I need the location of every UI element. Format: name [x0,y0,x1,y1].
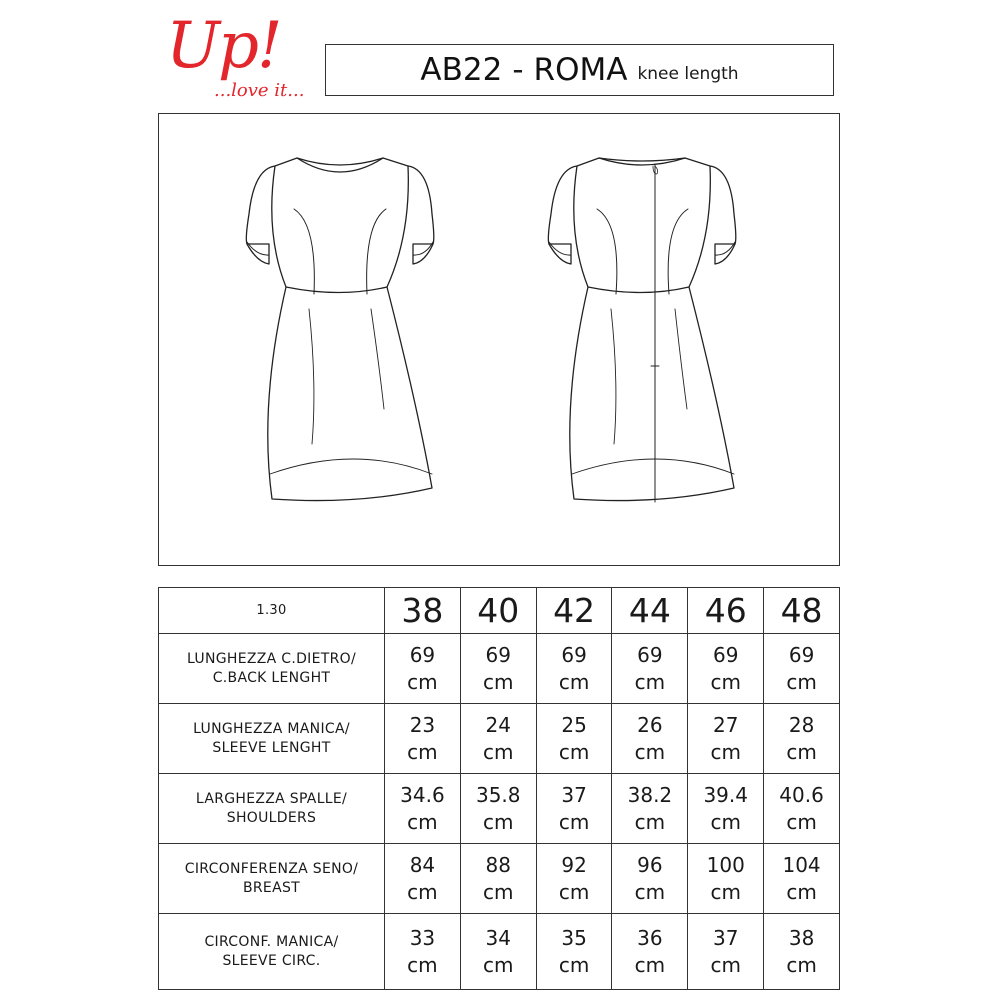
measurement-value: 104 [782,852,821,877]
measurement-label-line: CIRCONF. MANICA/ [204,933,339,950]
measurement-value: 34 [485,925,511,950]
measurement-value: 69 [485,642,511,667]
table-row [159,704,840,774]
measurement-cell [688,634,764,704]
measurement-label [159,844,385,914]
measurement-cell [536,844,612,914]
measurement-unit: cm [710,809,741,834]
measurement-label-line: SLEEVE LENGHT [212,739,331,756]
measurement-cell [536,914,612,990]
measurement-label-line: SHOULDERS [226,809,317,826]
brand-logo-mark: Up! [166,9,281,83]
size-chart-table [158,587,840,990]
measurement-cell [536,634,612,704]
measurement-cell [612,704,688,774]
measurement-unit: cm [558,669,590,694]
size-header-44: 44 [612,588,688,634]
measurement-value: 23 [409,712,436,737]
measurement-value: 35.8 [475,782,521,807]
measurement-unit: cm [710,669,741,694]
measurement-unit: cm [407,952,438,977]
size-chart-corner-label: 1.30 [159,588,385,634]
measurement-value: 39.4 [703,782,748,807]
measurement-cell [688,914,764,990]
measurement-label [159,774,385,844]
measurement-label-line: C.BACK LENGHT [212,669,331,686]
measurement-unit: cm [634,952,666,977]
measurement-unit: cm [710,879,741,904]
measurement-unit: cm [634,739,666,764]
size-header-38: 38 [385,588,461,634]
measurement-value: 37 [561,782,587,807]
brand-logo [160,9,320,104]
measurement-unit: cm [558,879,590,904]
measurement-value: 36 [637,925,663,950]
measurement-value: 92 [561,852,587,877]
measurement-unit: cm [483,739,514,764]
table-row [159,774,840,844]
measurement-label-line: LUNGHEZZA C.DIETRO/ [187,650,356,667]
size-header-row [159,588,840,634]
measurement-value: 27 [713,712,739,737]
measurement-unit: cm [407,669,438,694]
measurement-value: 69 [713,642,739,667]
size-header-40: 40 [460,588,536,634]
table-row [159,844,840,914]
measurement-value: 38 [788,925,815,950]
measurement-value: 100 [706,852,745,877]
measurement-value: 38.2 [627,782,673,807]
measurement-value: 33 [409,925,436,950]
measurement-cell [536,774,612,844]
measurement-unit: cm [407,739,438,764]
measurement-unit: cm [634,809,666,834]
measurement-cell [612,634,688,704]
measurement-unit: cm [558,952,590,977]
measurement-cell [536,704,612,774]
measurement-value: 69 [637,642,663,667]
size-header-48: 48 [764,588,840,634]
title-separator: - [512,52,524,88]
measurement-unit: cm [407,809,438,834]
size-header-46: 46 [688,588,764,634]
measurement-cell [460,844,536,914]
measurement-unit: cm [786,952,817,977]
table-row [159,634,840,704]
measurement-unit: cm [710,739,741,764]
measurement-label-line: BREAST [243,879,300,896]
measurement-cell [460,774,536,844]
measurement-unit: cm [634,669,666,694]
dress-front-view [246,158,433,501]
measurement-unit: cm [786,739,817,764]
measurement-value: 28 [788,712,815,737]
measurement-cell [460,704,536,774]
measurement-label-line: CIRCONFERENZA SENO/ [184,860,359,877]
measurement-cell [688,704,764,774]
measurement-unit: cm [407,879,438,904]
measurement-unit: cm [786,669,817,694]
measurement-cell [385,774,461,844]
measurement-label-line: LARGHEZZA SPALLE/ [195,790,348,807]
measurement-unit: cm [634,879,666,904]
measurement-label [159,914,385,990]
product-code: AB22 [420,52,503,88]
measurement-value: 40.6 [779,782,824,807]
measurement-cell [460,634,536,704]
measurement-cell [764,634,840,704]
brand-tagline: ...love it... [214,80,305,101]
measurement-unit: cm [786,809,817,834]
measurement-value: 25 [561,712,587,737]
measurement-label [159,704,385,774]
measurement-value: 69 [788,642,815,667]
measurement-label-line: LUNGHEZZA MANICA/ [193,720,350,737]
measurement-cell [385,844,461,914]
measurement-cell [688,844,764,914]
measurement-label [159,634,385,704]
measurement-cell [612,774,688,844]
technical-drawing-panel [158,113,840,566]
measurement-unit: cm [483,669,514,694]
measurement-unit: cm [483,809,514,834]
measurement-value: 24 [485,712,511,737]
measurement-value: 84 [409,852,436,877]
measurement-cell [612,914,688,990]
measurement-cell [385,634,461,704]
measurement-cell [385,914,461,990]
measurement-value: 37 [713,925,739,950]
product-title-box [325,44,834,96]
product-length: knee length [637,64,739,84]
dress-back-view [548,158,735,502]
measurement-label-line: SLEEVE CIRC. [222,952,321,969]
product-model: ROMA [533,52,628,88]
measurement-unit: cm [558,809,590,834]
measurement-cell [764,844,840,914]
table-row [159,914,840,990]
measurement-cell [764,774,840,844]
measurement-value: 88 [485,852,511,877]
measurement-cell [764,704,840,774]
measurement-value: 26 [637,712,663,737]
measurement-cell [688,774,764,844]
measurement-value: 69 [409,642,436,667]
measurement-value: 35 [561,925,587,950]
measurement-value: 96 [637,852,663,877]
measurement-unit: cm [483,879,514,904]
measurement-unit: cm [710,952,741,977]
measurement-unit: cm [483,952,514,977]
measurement-value: 69 [561,642,587,667]
measurement-cell [385,704,461,774]
measurement-cell [460,914,536,990]
measurement-cell [764,914,840,990]
measurement-unit: cm [786,879,817,904]
measurement-unit: cm [558,739,590,764]
measurement-value: 34.6 [400,782,445,807]
size-header-42: 42 [536,588,612,634]
measurement-cell [612,844,688,914]
